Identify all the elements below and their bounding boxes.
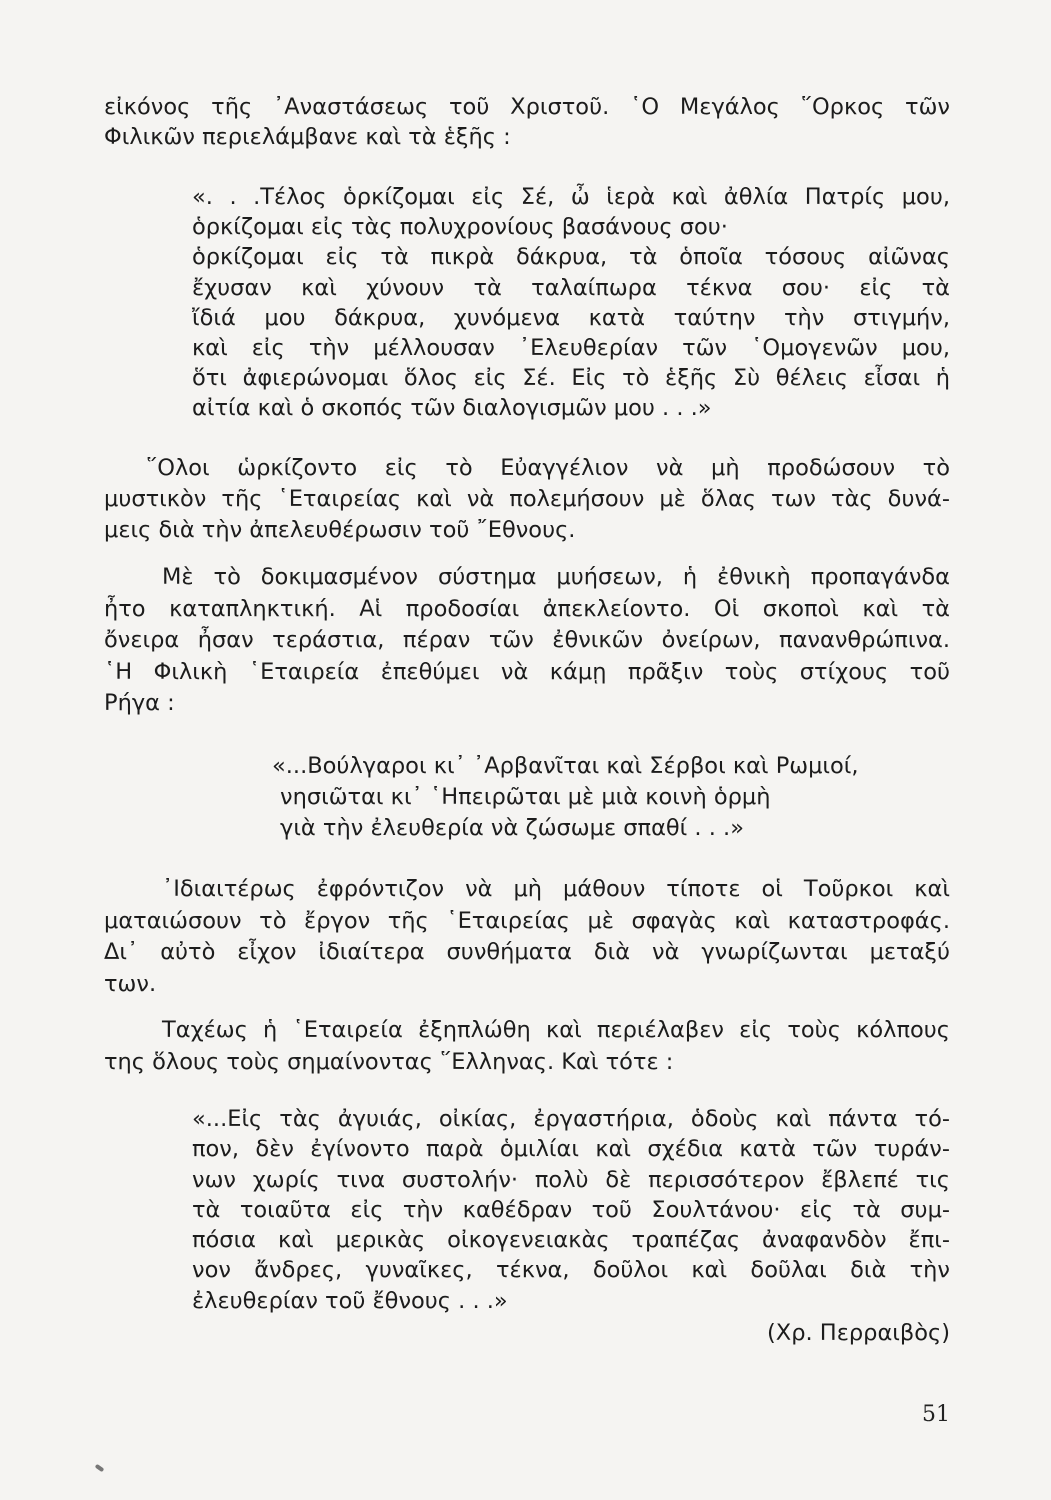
text-line: ὁρκίζομαι εἰς τὰ πικρὰ δάκρυα, τὰ ὁποῖα τόσους αἰῶνας (192, 244, 950, 271)
text-line: ὅτι ἀφιερώνομαι ὅλος εἰς Σέ. Εἰς τὸ ἑξῆς Σὺ θέλεις εἶσαι ἡ (192, 365, 950, 392)
text-line: ῞Ολοι ὡρκίζοντο εἰς τὸ Εὐαγγέλιον νὰ μὴ προδώσουν τὸ (146, 455, 950, 481)
text-line: ἐλευθερίαν τοῦ ἔθνους . . .» (192, 1287, 508, 1314)
paragraph-secrecy (104, 874, 950, 1000)
text-line: Φιλικῶν περιελάμβανε καὶ τὰ ἑξῆς : (104, 124, 511, 150)
text-line: Μὲ τὸ δοκιμασμένον σύστημα μυήσεων, ἡ ἐθνικὴ προπαγάνδα (162, 564, 950, 590)
text-line: ἦτο καταπληκτική. Αἱ προδοσίαι ἀπεκλείοντο. Οἱ σκοποὶ καὶ τὰ (104, 595, 950, 622)
text-line: «. . .Τέλος ὁρκίζομαι εἰς Σέ, ὦ ἱερὰ καὶ ἀθλία Πατρίς μου, (192, 184, 950, 210)
text-line: ὄνειρα ἦσαν τεράστια, πέραν τῶν ἐθνικῶν ὀνείρων, πανανθρώπινα. (104, 627, 950, 653)
verse-line: γιὰ τὴν ἐλευθερία νὰ ζώσωμε σπαθί . . .» (280, 815, 744, 841)
text-line: μεις διὰ τὴν ἀπελευθέρωσιν τοῦ ῎Εθνους. (104, 517, 576, 543)
verse-line: «...Βούλγαροι κι᾿ ᾿Αρβανῖται καὶ Σέρβοι καὶ Ρωμιοί, (272, 753, 859, 779)
oath-quote (192, 182, 950, 424)
text-line: ἔχυσαν καὶ χύνουν τὰ ταλαίπωρα τέκνα σου· εἰς τὰ (192, 274, 950, 301)
scan-speck (95, 1464, 105, 1472)
paragraph-oath-intro (104, 92, 950, 152)
verse-rigas (272, 751, 950, 844)
text-line: καὶ εἰς τὴν μέλλουσαν ᾿Ελευθερίαν τῶν ῾Ομογενῶν μου, (192, 335, 950, 362)
text-line: πον, δὲν ἐγίνοντο παρὰ ὁμιλίαι καὶ σχέδια κατὰ τῶν τυράν- (192, 1136, 950, 1163)
text-line: Δι᾿ αὐτὸ εἶχον ἰδιαίτερα συνθήματα διὰ νὰ γνωρίζωνται μεταξύ (104, 939, 950, 965)
text-line: Ταχέως ἡ ῾Εταιρεία ἐξηπλώθη καὶ περιέλαβεν εἰς τοὺς κόλπους (162, 1017, 950, 1043)
text-line: ῾Η Φιλικὴ ῾Εταιρεία ἐπεθύμει νὰ κάμῃ πρᾶξιν τοὺς στίχους τοῦ (104, 658, 950, 685)
text-line: ματαιώσουν τὸ ἔργον τῆς ῾Εταιρείας μὲ σφαγὰς καὶ καταστροφάς. (104, 907, 950, 934)
text-line: ὁρκίζομαι εἰς τὰς πολυχρονίους βασάνους σου· (192, 214, 728, 241)
text-line: πόσια καὶ μερικὰς οἰκογενειακὰς τραπέζας ἀναφανδὸν ἔπι- (192, 1227, 950, 1254)
text-line: ᾿Ιδιαιτέρως ἐφρόντιζον νὰ μὴ μάθουν τίποτε οἱ Τοῦρκοι καὶ (162, 876, 950, 902)
text-line: ἴδιά μου δάκρυα, χυνόμενα κατὰ ταύτην τὴν στιγμήν, (192, 304, 950, 331)
text-line: νων χωρίς τινα συστολήν· πολὺ δὲ περισσότερον ἔβλεπέ τις (192, 1166, 950, 1193)
text-line: αἰτία καὶ ὁ σκοπός τῶν διαλογισμῶν μου . . .» (192, 395, 712, 422)
paragraph-expansion (104, 1014, 950, 1078)
paragraph-propaganda (104, 562, 950, 720)
text-line: τὰ τοιαῦτα εἰς τὴν καθέδραν τοῦ Σουλτάνου· εἰς τὰ συμ- (192, 1196, 950, 1223)
quote-perraivos (192, 1104, 950, 1316)
text-line: νον ἄνδρες, γυναῖκες, τέκνα, δοῦλοι καὶ δοῦλαι διὰ τὴν (192, 1257, 950, 1284)
text-line: της ὅλους τοὺς σημαίνοντας ῞Ελληνας. Καὶ τότε : (104, 1049, 674, 1075)
text-line: «...Εἰς τὰς ἀγυιάς, οἰκίας, ἐργαστήρια, ὁδοὺς καὶ πάντα τό- (192, 1106, 950, 1132)
page-number: 51 (922, 1402, 950, 1427)
text-line: εἰκόνος τῆς ᾿Αναστάσεως τοῦ Χριστοῦ. ῾Ο Μεγάλος ῞Ορκος τῶν (104, 94, 950, 120)
quote-attribution: (Χρ. Περραιβὸς) (767, 1320, 950, 1346)
text-line: των. (104, 970, 157, 997)
paragraph-oath-gospel (104, 453, 950, 546)
text-line: Ρήγα : (104, 690, 175, 716)
text-line: μυστικὸν τῆς ῾Εταιρείας καὶ νὰ πολεμήσουν μὲ ὅλας των τὰς δυνά- (104, 486, 950, 512)
verse-line: νησιῶται κι᾿ ῾Ηπειρῶται μὲ μιὰ κοινὴ ὁρμὴ (280, 784, 771, 810)
